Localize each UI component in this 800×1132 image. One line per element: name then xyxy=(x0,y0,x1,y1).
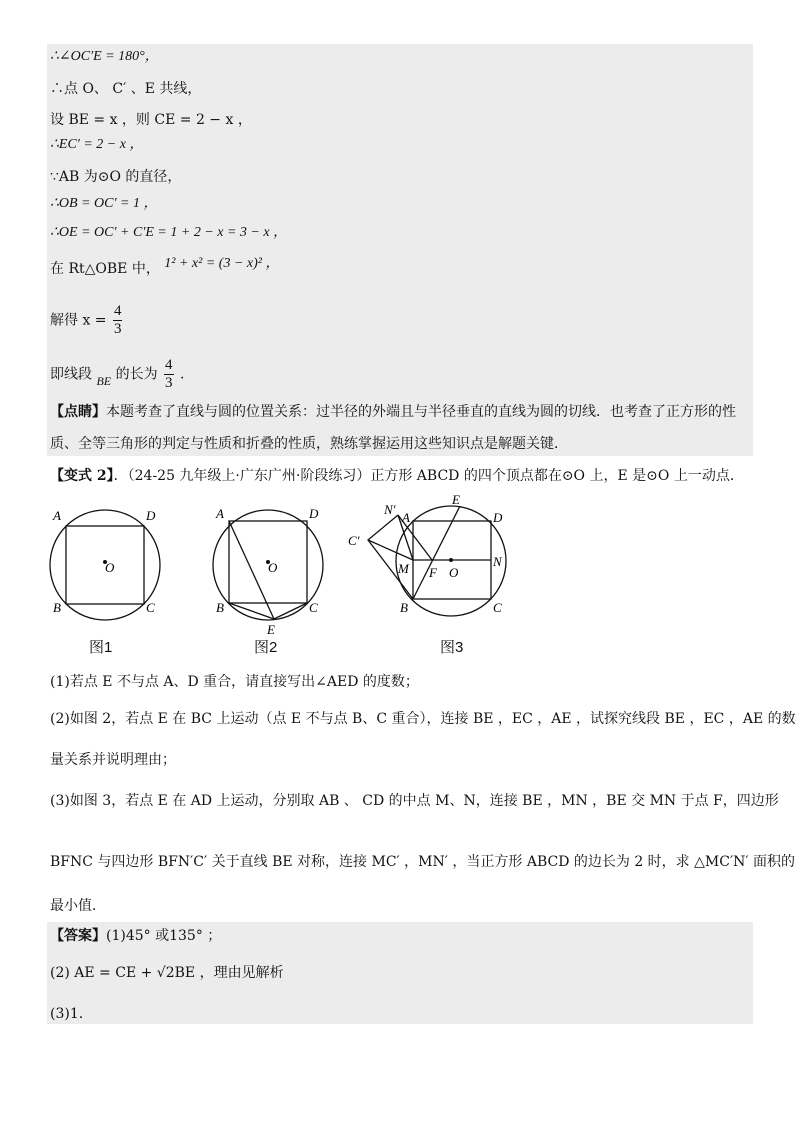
fig3-label-o: O xyxy=(449,565,459,580)
fig3-label-a: A xyxy=(402,510,410,525)
solution-line-9 xyxy=(50,303,124,338)
solution-line-1: ∴∠OC′E = 180°， xyxy=(50,49,159,64)
answer-line-1 xyxy=(50,926,221,946)
solution-background xyxy=(47,44,753,456)
solution-line-10-mid: 的长为 xyxy=(115,366,158,383)
fig2-label-c: C xyxy=(309,600,318,615)
solution-line-8-equation: 1² + x² = (3 − x)² ， xyxy=(164,256,280,271)
fraction-denominator: 3 xyxy=(113,321,122,337)
figure-3 xyxy=(348,492,506,616)
solution-line-4: ∴EC′ = 2 − x ， xyxy=(50,137,144,152)
geometry-figures xyxy=(0,492,800,640)
fig3-label-b: B xyxy=(400,600,408,615)
fraction-numerator-2: 4 xyxy=(165,357,173,373)
solution-line-10-prefix: 即线段 xyxy=(50,366,92,383)
fig1-label-d: D xyxy=(146,508,156,523)
comment-text: 本题考查了直线与圆的位置关系：过半径的外端且与半径垂直的直线为圆的切线．也考查了正方形的性质、全等三角形的判定与性质和折叠的性质，熟练掌握运用这些知识点是解题关键． xyxy=(50,404,736,452)
fraction-numerator: 4 xyxy=(113,303,122,319)
answer-tag: 【答案】 xyxy=(50,928,106,944)
figure-1-caption: 图1 xyxy=(89,639,113,656)
fig3-label-c: C xyxy=(493,600,502,615)
answer-part-2: (2) AE = CE + √2BE ，理由见解析 xyxy=(50,965,284,981)
comment-tag: 【点睛】 xyxy=(50,404,106,420)
question-1: (1)若点 E 不与点 A、D 重合，请直接写出∠AED 的度数； xyxy=(50,674,419,690)
fig3-label-d: D xyxy=(493,510,503,525)
segment-be: BE xyxy=(96,373,112,388)
fig1-label-a: A xyxy=(53,508,61,523)
problem-intro xyxy=(50,466,744,486)
fig3-label-e: E xyxy=(452,492,460,507)
fraction-four-thirds-2 xyxy=(164,357,174,392)
question-3-line-3: 最小值． xyxy=(50,898,106,914)
fig2-label-b: B xyxy=(216,600,224,615)
solution-line-10 xyxy=(50,357,184,392)
solution-line-8 xyxy=(50,256,280,280)
solution-line-10-end: . xyxy=(179,366,185,383)
solution-line-5: ∵AB 为⊙O 的直径， xyxy=(50,169,182,185)
figure-2-caption: 图2 xyxy=(254,639,278,656)
fig3-label-c-prime: C′ xyxy=(348,533,360,548)
fig3-label-m: M xyxy=(398,561,409,576)
problem-tag: 【变式 2】 xyxy=(50,468,114,484)
fig2-label-d: D xyxy=(309,506,319,521)
answer-part-1: (1)45° 或135° ； xyxy=(106,928,222,944)
fig1-label-o: O xyxy=(105,560,115,575)
fig1-label-b: B xyxy=(53,600,61,615)
figure-1 xyxy=(50,508,160,620)
fig1-label-c: C xyxy=(146,600,155,615)
fig3-label-n-prime: N′ xyxy=(384,502,396,517)
fraction-four-thirds xyxy=(113,303,123,338)
question-2-line-1: (2)如图 2，若点 E 在 BC 上运动（点 E 不与点 B、C 重合），连接 BE ，EC ，AE ，试探究线段 BE ，EC ，AE 的数 xyxy=(50,711,796,727)
solution-line-6: ∴OB = OC′ = 1 ， xyxy=(50,196,158,211)
fig2-label-a: A xyxy=(216,506,224,521)
question-3-line-2: BFNC 与四边形 BFN′C′ 关于直线 BE 对称，连接 MC′ ，MN′ ，当正方形 ABCD 的边长为 2 时，求 △MC′N′ 面积的 xyxy=(50,854,796,870)
fig2-label-o: O xyxy=(268,560,278,575)
figure-2 xyxy=(213,506,323,637)
problem-intro-text: ．（24-25 九年级上·广东广州·阶段练习）正方形 ABCD 的四个顶点都在⊙O 上，E 是⊙O 上一动点． xyxy=(113,468,744,484)
solution-line-2: ∴点 O、 C′ 、E 共线， xyxy=(50,81,202,97)
fig3-label-n: N xyxy=(493,554,502,569)
question-3-line-1: (3)如图 3，若点 E 在 AD 上运动，分别取 AB 、 CD 的中点 M、N，连接 BE ，MN ，BE 交 MN 于点 F，四边形 xyxy=(50,793,779,809)
fig3-label-f: F xyxy=(429,565,437,580)
solution-line-7: ∴OE = OC′ + C′E = 1 + 2 − x = 3 − x ， xyxy=(50,225,288,240)
solution-line-9-prefix: 解得 x = xyxy=(50,312,107,329)
solution-line-8-prefix: 在 Rt△OBE 中， xyxy=(50,261,160,277)
figure-3-caption: 图3 xyxy=(440,639,464,656)
fraction-denominator-2: 3 xyxy=(165,375,173,391)
question-2-line-2: 量关系并说明理由； xyxy=(50,752,176,768)
solution-line-3: 设 BE = x ，则 CE = 2 − x ， xyxy=(50,112,252,128)
fig2-label-e: E xyxy=(267,622,275,637)
answer-part-3: (3)1. xyxy=(50,1006,84,1022)
comment-paragraph xyxy=(50,396,750,460)
